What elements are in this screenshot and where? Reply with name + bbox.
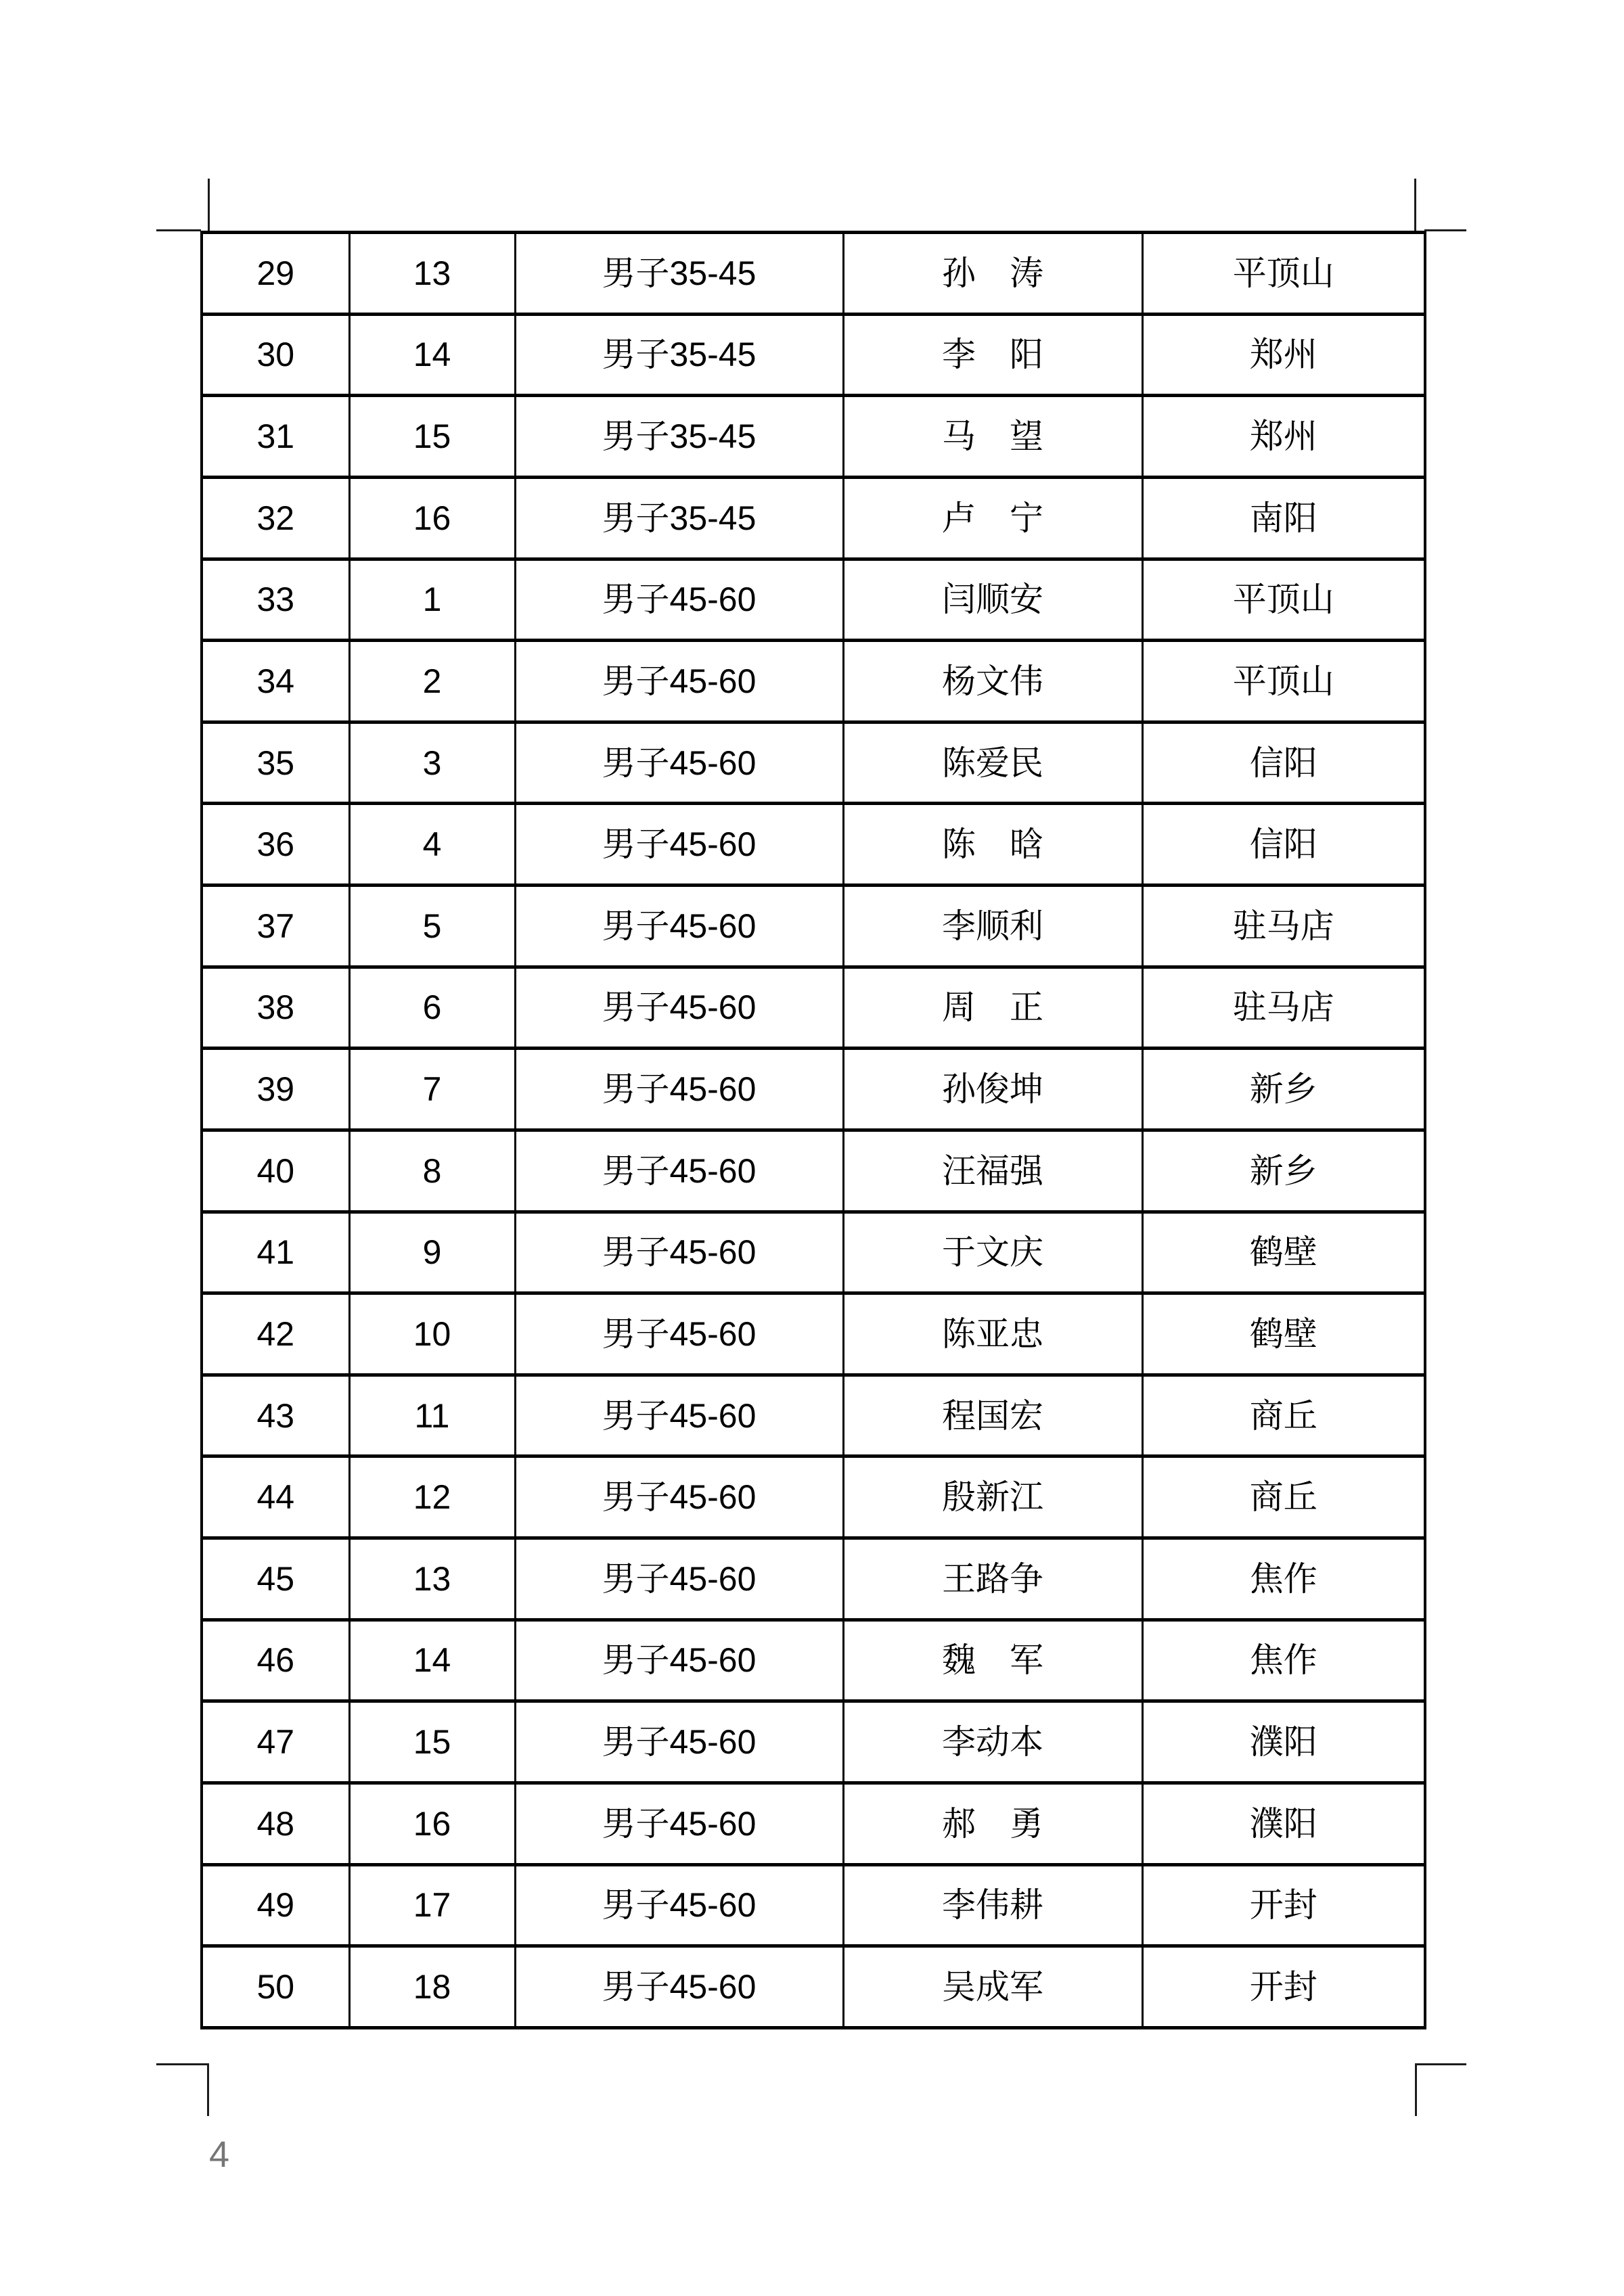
- cell-city: 开封: [1142, 1946, 1425, 2028]
- cell-overall-no: 47: [202, 1701, 349, 1783]
- cell-category: 男子35-45: [515, 396, 843, 478]
- cell-name: 孙 涛: [843, 233, 1142, 315]
- cell-overall-no: 44: [202, 1456, 349, 1538]
- cell-category: 男子45-60: [515, 1130, 843, 1212]
- cell-overall-no: 29: [202, 233, 349, 315]
- cell-name: 郝 勇: [843, 1783, 1142, 1864]
- cell-category: 男子45-60: [515, 1864, 843, 1946]
- cell-overall-no: 31: [202, 396, 349, 478]
- cell-overall-no: 38: [202, 967, 349, 1049]
- cell-category: 男子45-60: [515, 1620, 843, 1701]
- cell-name: 于文庆: [843, 1212, 1142, 1293]
- crop-mark-top-right-icon: [1414, 179, 1416, 231]
- cell-overall-no: 41: [202, 1212, 349, 1293]
- cell-city: 郑州: [1142, 396, 1425, 478]
- cell-category: 男子45-60: [515, 722, 843, 804]
- cell-name: 魏 军: [843, 1620, 1142, 1701]
- cell-group-no: 17: [349, 1864, 515, 1946]
- cell-overall-no: 30: [202, 314, 349, 396]
- page-number: 4: [209, 2134, 230, 2175]
- cell-city: 濮阳: [1142, 1783, 1425, 1864]
- cell-name: 吴成军: [843, 1946, 1142, 2028]
- table-row: [202, 1212, 1425, 1293]
- cell-city: 驻马店: [1142, 967, 1425, 1049]
- crop-mark-bottom-right-icon: [1415, 2063, 1417, 2116]
- cell-overall-no: 34: [202, 641, 349, 722]
- cell-group-no: 5: [349, 886, 515, 967]
- cell-group-no: 10: [349, 1293, 515, 1375]
- cell-city: 新乡: [1142, 1130, 1425, 1212]
- cell-category: 男子45-60: [515, 1456, 843, 1538]
- cell-category: 男子45-60: [515, 1293, 843, 1375]
- table-row: [202, 1130, 1425, 1212]
- cell-overall-no: 48: [202, 1783, 349, 1864]
- cell-city: 濮阳: [1142, 1701, 1425, 1783]
- cell-group-no: 18: [349, 1946, 515, 2028]
- cell-group-no: 16: [349, 477, 515, 559]
- crop-mark-bottom-left-icon: [207, 2063, 209, 2116]
- table-row: [202, 559, 1425, 641]
- table-row: [202, 722, 1425, 804]
- cell-overall-no: 33: [202, 559, 349, 641]
- table-body: [202, 233, 1425, 2028]
- cell-group-no: 7: [349, 1049, 515, 1130]
- cell-group-no: 11: [349, 1375, 515, 1456]
- cell-category: 男子45-60: [515, 1701, 843, 1783]
- table-row: [202, 233, 1425, 315]
- cell-city: 南阳: [1142, 477, 1425, 559]
- crop-mark-top-left-icon: [208, 179, 210, 231]
- cell-group-no: 3: [349, 722, 515, 804]
- cell-category: 男子45-60: [515, 1538, 843, 1620]
- table-row: [202, 1946, 1425, 2028]
- table-row: [202, 396, 1425, 478]
- cell-group-no: 14: [349, 1620, 515, 1701]
- cell-category: 男子35-45: [515, 233, 843, 315]
- cell-group-no: 1: [349, 559, 515, 641]
- cell-name: 马 望: [843, 396, 1142, 478]
- cell-group-no: 2: [349, 641, 515, 722]
- cell-name: 程国宏: [843, 1375, 1142, 1456]
- results-table: [200, 231, 1426, 2029]
- cell-name: 殷新江: [843, 1456, 1142, 1538]
- cell-city: 驻马店: [1142, 886, 1425, 967]
- cell-name: 卢 宁: [843, 477, 1142, 559]
- cell-city: 开封: [1142, 1864, 1425, 1946]
- table-row: [202, 967, 1425, 1049]
- table-row: [202, 641, 1425, 722]
- cell-overall-no: 45: [202, 1538, 349, 1620]
- cell-category: 男子35-45: [515, 314, 843, 396]
- table-row: [202, 804, 1425, 886]
- cell-name: 周 正: [843, 967, 1142, 1049]
- cell-overall-no: 49: [202, 1864, 349, 1946]
- cell-city: 平顶山: [1142, 233, 1425, 315]
- cell-name: 孙俊坤: [843, 1049, 1142, 1130]
- cell-overall-no: 39: [202, 1049, 349, 1130]
- cell-group-no: 13: [349, 1538, 515, 1620]
- cell-overall-no: 32: [202, 477, 349, 559]
- cell-category: 男子45-60: [515, 886, 843, 967]
- cell-group-no: 16: [349, 1783, 515, 1864]
- table-row: [202, 1456, 1425, 1538]
- cell-group-no: 4: [349, 804, 515, 886]
- cell-group-no: 14: [349, 314, 515, 396]
- cell-city: 鹤壁: [1142, 1212, 1425, 1293]
- cell-name: 陈爱民: [843, 722, 1142, 804]
- cell-city: 鹤壁: [1142, 1293, 1425, 1375]
- cell-overall-no: 43: [202, 1375, 349, 1456]
- cell-city: 新乡: [1142, 1049, 1425, 1130]
- cell-city: 平顶山: [1142, 559, 1425, 641]
- cell-category: 男子45-60: [515, 1783, 843, 1864]
- cell-city: 平顶山: [1142, 641, 1425, 722]
- cell-group-no: 15: [349, 1701, 515, 1783]
- cell-city: 商丘: [1142, 1456, 1425, 1538]
- crop-mark-top-left-icon: [156, 229, 201, 231]
- cell-group-no: 15: [349, 396, 515, 478]
- crop-mark-bottom-left-icon: [156, 2063, 208, 2065]
- cell-overall-no: 35: [202, 722, 349, 804]
- cell-category: 男子35-45: [515, 477, 843, 559]
- table-row: [202, 1783, 1425, 1864]
- table-row: [202, 1864, 1425, 1946]
- cell-overall-no: 42: [202, 1293, 349, 1375]
- cell-name: 王路争: [843, 1538, 1142, 1620]
- cell-group-no: 12: [349, 1456, 515, 1538]
- cell-city: 焦作: [1142, 1620, 1425, 1701]
- cell-overall-no: 36: [202, 804, 349, 886]
- cell-category: 男子45-60: [515, 804, 843, 886]
- cell-name: 李 阳: [843, 314, 1142, 396]
- cell-category: 男子45-60: [515, 559, 843, 641]
- table-row: [202, 1293, 1425, 1375]
- cell-category: 男子45-60: [515, 1946, 843, 2028]
- cell-name: 陈 晗: [843, 804, 1142, 886]
- cell-category: 男子45-60: [515, 1049, 843, 1130]
- cell-overall-no: 40: [202, 1130, 349, 1212]
- cell-group-no: 6: [349, 967, 515, 1049]
- cell-overall-no: 37: [202, 886, 349, 967]
- table-row: [202, 1538, 1425, 1620]
- cell-city: 焦作: [1142, 1538, 1425, 1620]
- table-row: [202, 886, 1425, 967]
- cell-name: 汪福强: [843, 1130, 1142, 1212]
- cell-city: 信阳: [1142, 722, 1425, 804]
- cell-group-no: 13: [349, 233, 515, 315]
- table-row: [202, 1375, 1425, 1456]
- cell-overall-no: 46: [202, 1620, 349, 1701]
- cell-category: 男子45-60: [515, 1212, 843, 1293]
- table-row: [202, 1620, 1425, 1701]
- crop-mark-bottom-right-icon: [1415, 2063, 1466, 2065]
- cell-city: 商丘: [1142, 1375, 1425, 1456]
- crop-mark-top-right-icon: [1424, 229, 1466, 231]
- cell-category: 男子45-60: [515, 641, 843, 722]
- cell-name: 李顺利: [843, 886, 1142, 967]
- cell-city: 信阳: [1142, 804, 1425, 886]
- cell-name: 李伟耕: [843, 1864, 1142, 1946]
- cell-name: 李动本: [843, 1701, 1142, 1783]
- cell-name: 杨文伟: [843, 641, 1142, 722]
- cell-group-no: 9: [349, 1212, 515, 1293]
- table-row: [202, 1049, 1425, 1130]
- table-row: [202, 314, 1425, 396]
- cell-overall-no: 50: [202, 1946, 349, 2028]
- cell-group-no: 8: [349, 1130, 515, 1212]
- cell-category: 男子45-60: [515, 967, 843, 1049]
- table-row: [202, 1701, 1425, 1783]
- table-row: [202, 477, 1425, 559]
- cell-city: 郑州: [1142, 314, 1425, 396]
- cell-name: 陈亚忠: [843, 1293, 1142, 1375]
- cell-category: 男子45-60: [515, 1375, 843, 1456]
- cell-name: 闫顺安: [843, 559, 1142, 641]
